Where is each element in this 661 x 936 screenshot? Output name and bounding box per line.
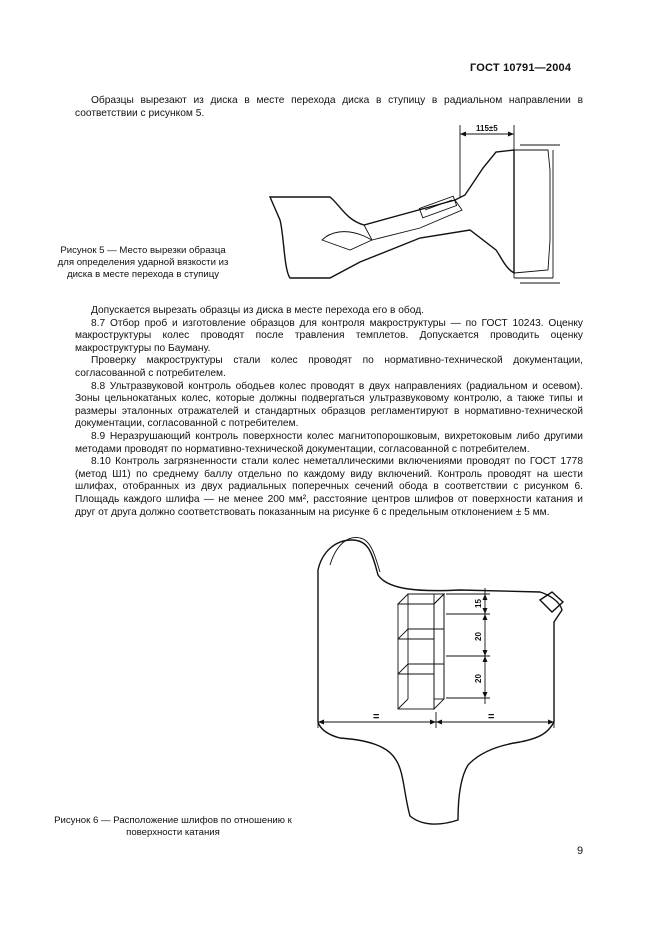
paragraph-cut-rim: Допускается вырезать образцы из диска в месте перехода его в обод. xyxy=(91,305,424,316)
specimen-stack xyxy=(398,594,444,709)
main-text-block xyxy=(75,305,583,519)
page-number: 9 xyxy=(577,845,584,857)
paragraph-8-9: 8.9 Неразрушающий контроль поверхности колес магнитопорошковым, вихретоковым либо другими методами проводят по нормативно-технической документации, согласованной с потребителем. xyxy=(75,430,583,455)
intro-text: Образцы вырезают из диска в месте перехода диска в ступицу в радиальном направлении в соответствии с рисунком 5. xyxy=(75,95,583,119)
figure5-caption: Рисунок 5 — Место вырезки образца для определения ударной вязкости из диска в месте перехода в ступицу xyxy=(57,245,229,280)
wheel-section-fig5 xyxy=(270,124,560,283)
equal-mark-right: = xyxy=(488,711,495,723)
figure5-dimension: 115±5 xyxy=(476,124,498,133)
paragraph-8-7: 8.7 Отбор проб и изготовление образцов для контроля макроструктуры — по ГОСТ 10243. Оценку макроструктуры колес проводят после травления темплетов. Допускается проводить оценку макроструктуры по Бауману. xyxy=(75,317,583,354)
wheel-rim-section-fig6 xyxy=(318,537,563,824)
paragraph-macrostructure: Проверку макроструктуры стали колес проводят по нормативно-технической документации, согласованной с потребителем. xyxy=(75,355,583,379)
dim-15: 15 xyxy=(474,599,483,608)
figure6-caption: Рисунок 6 — Расположение шлифов по отношению к поверхности катания xyxy=(54,815,292,838)
paragraph-8-10: 8.10 Контроль загрязненности стали колес неметаллическими включениями проводят по ГОСТ 1778 (метод Ш1) по среднему баллу отдельно по каждому виду включений. Контроль проводят на шести шлифах, отобранных из двух радиальных поперечных сечений обода в соответствии с рисунком 6. Площадь каждого шлифа — не менее 200 мм², расстояние центров шлифов от поверхности катания и друг от друга должно соответствовать показанным на рисунке 6 с предельным отклонением ± 5 мм. xyxy=(75,456,583,518)
dim-20-lower: 20 xyxy=(474,674,483,683)
document-header: ГОСТ 10791—2004 xyxy=(470,62,572,74)
equal-mark-left: = xyxy=(373,711,380,723)
dim-20-upper: 20 xyxy=(474,632,483,641)
paragraph-8-8: 8.8 Ультразвуковой контроль ободьев колес проводят в двух направлениях (радиальном и осевом). Зоны цельнокатаных колес, которые должны подвергаться ультразвуковому контролю, а также типы и размеры эталонных отражателей и стандартных образцов регламентируют в нормативно-технической документации, согласованной с потребителем. xyxy=(75,380,583,430)
